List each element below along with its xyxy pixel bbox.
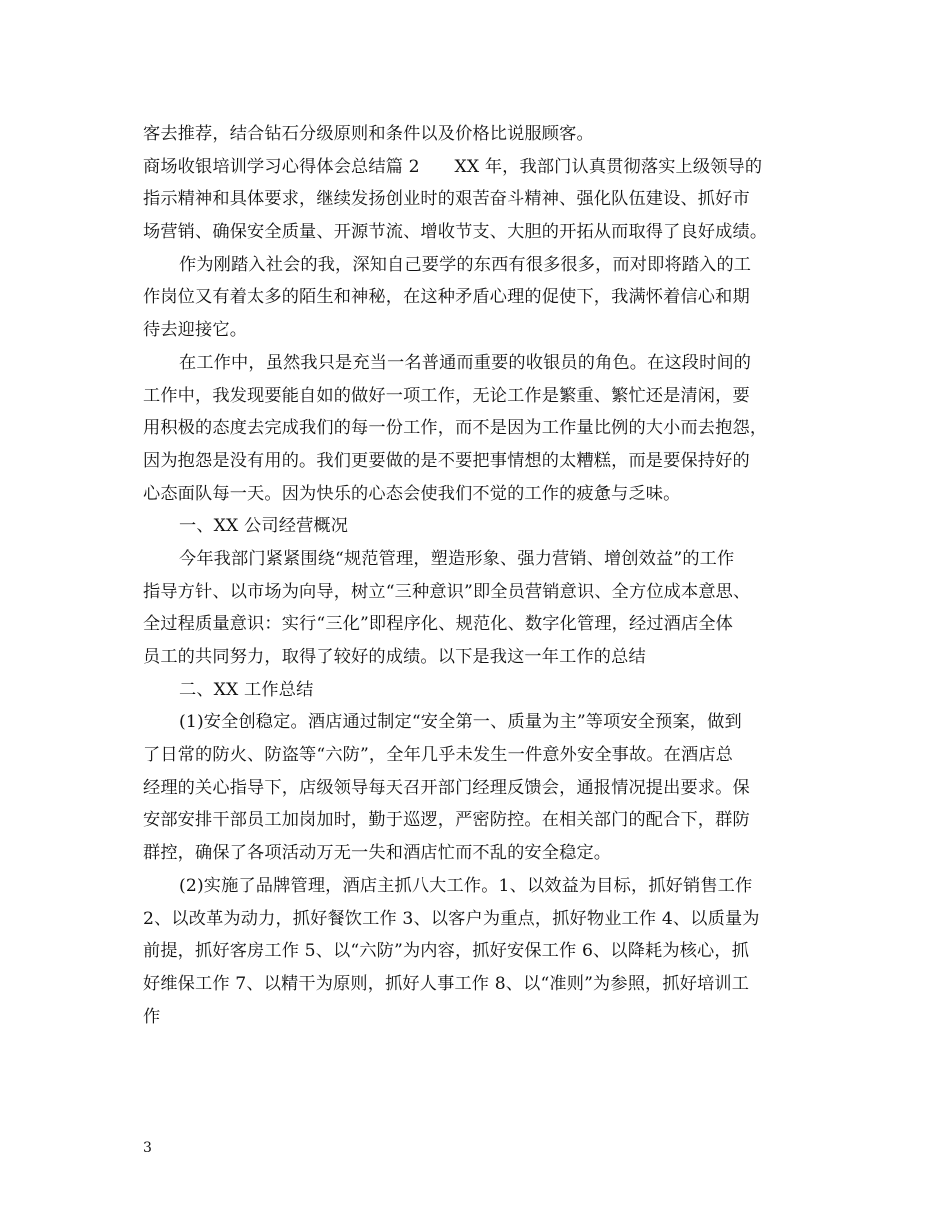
text-line: 指示精神和具体要求，继续发扬创业时的艰苦奋斗精神、强化队伍建设、抓好市 — [143, 189, 750, 210]
text-line: 员工的共同努力，取得了较好的成绩。以下是我这一年工作的总结 — [143, 647, 646, 667]
text-line: 在工作中，虽然我只是充当一名普通而重要的收银员的角色。在这段时间的 — [179, 352, 752, 373]
text-line: 一、XX 公司经营概况 — [179, 516, 349, 537]
text-line: 今年我部门紧紧围绕“规范管理，塑造形象、强力营销、增创效益”的工作 — [179, 548, 735, 569]
text-line: 工作中，我发现要能自如的做好一项工作，无论工作是繁重、繁忙还是清闲，要 — [143, 385, 750, 406]
text-line: 作 — [143, 1006, 161, 1027]
text-line: 了日常的防火、防盗等“六防”，全年几乎未发生一件意外安全事故。在酒店总 — [143, 745, 734, 766]
text-line: 客去推荐，结合钻石分级原则和条件以及价格比说服顾客。 — [143, 124, 594, 144]
text-line: (2)实施了品牌管理，酒店主抓八大工作。1、以效益为目标，抓好销售工作 — [179, 875, 753, 896]
text-line: 场营销、确保安全质量、开源节流、增收节支、大胆的开拓从而取得了良好成绩。 — [143, 222, 768, 243]
text-line: 用积极的态度去完成我们的每一份工作，而不是因为工作量比例的大小而去抱怨， — [143, 418, 768, 439]
text-line: 因为抱怨是没有用的。我们更要做的是不要把事情想的太糟糕，而是要保持好的 — [143, 450, 750, 471]
text-line: 商场收银培训学习心得体会总结篇 2 XX 年，我部门认真贯彻落实上级领导的 — [143, 156, 763, 177]
text-line: 经理的关心指导下，店级领导每天召开部门经理反馈会，通报情况提出要求。保 — [143, 777, 750, 798]
text-line: 前提，抓好客房工作 5、以“六防”为内容，抓好安保工作 6、以降耗为核心，抓 — [143, 941, 750, 962]
page-number: 3 — [143, 1140, 152, 1156]
text-line: 指导方针、以市场为向导，树立“三种意识”即全员营销意识、全方位成本意思、 — [143, 581, 751, 602]
text-line: 二、XX 工作总结 — [179, 679, 314, 700]
text-line: 心态面队每一天。因为快乐的心态会使我们不觉的工作的疲惫与乏味。 — [143, 483, 681, 504]
text-line: 群控，确保了各项活动万无一失和酒店忙而不乱的安全稳定。 — [143, 843, 612, 864]
document-body — [143, 118, 813, 1033]
text-line: 作为刚踏入社会的我，深知自己要学的东西有很多很多，而对即将踏入的工 — [179, 254, 752, 275]
text-line: 作岗位又有着太多的陌生和神秘，在这种矛盾心理的促使下，我满怀着信心和期 — [143, 287, 750, 308]
text-line: 好维保工作 7、以精干为原则，抓好人事工作 8、以“准则”为参照，抓好培训工 — [143, 973, 750, 994]
text-line: 待去迎接它。 — [143, 320, 248, 341]
text-line: (1)安全创稳定。酒店通过制定“安全第一、质量为主”等项安全预案，做到 — [179, 712, 742, 733]
text-line: 全过程质量意识：实行“三化”即程序化、规范化、数字化管理，经过酒店全体 — [143, 614, 734, 635]
text-line: 2、以改革为动力，抓好餐饮工作 3、以客户为重点，抓好物业工作 4、以质量为 — [143, 908, 760, 929]
text-line: 安部安排干部员工加岗加时，勤于巡逻，严密防控。在相关部门的配合下，群防 — [143, 810, 750, 831]
